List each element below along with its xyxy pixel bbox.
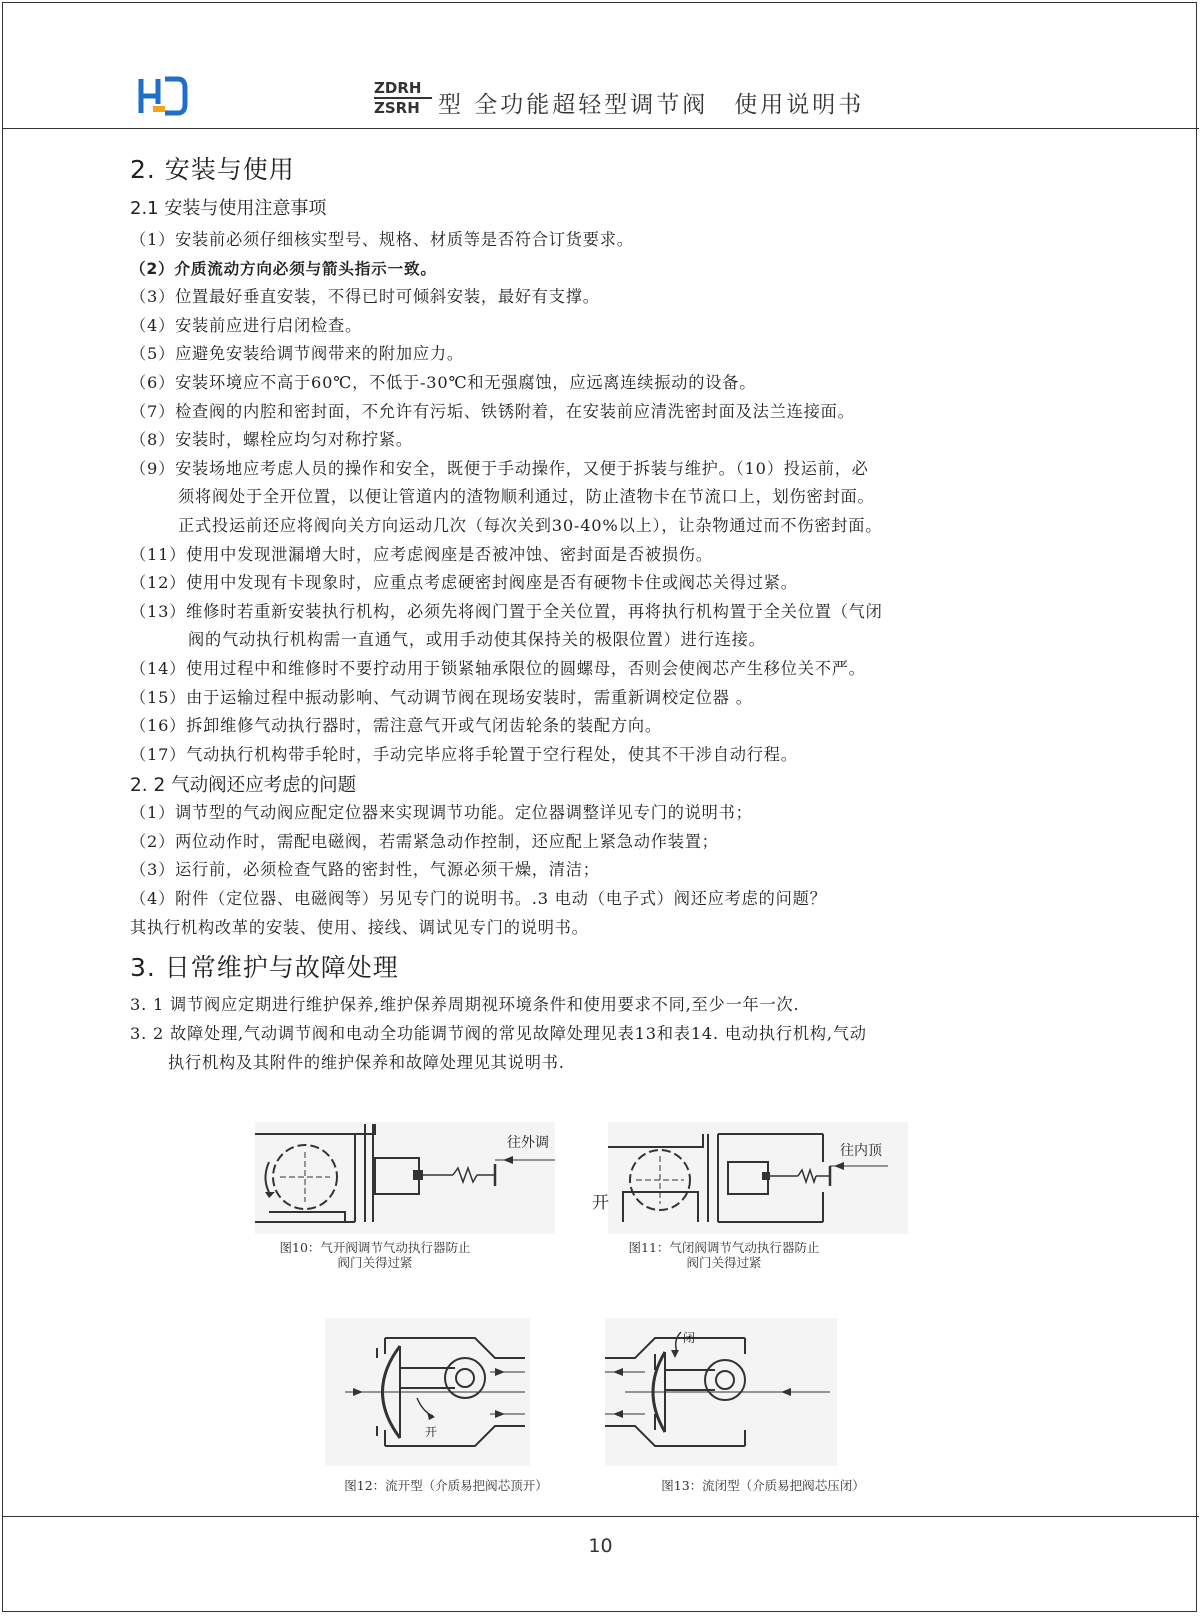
- list-item: （2）介质流动方向必须与箭头指示一致。: [130, 259, 437, 278]
- footer-rule: [2, 1516, 1199, 1517]
- caption-line: 阀门关得过紧: [686, 1255, 762, 1270]
- caption-line: 阀门关得过紧: [337, 1255, 413, 1270]
- model-bottom: ZSRH: [374, 99, 420, 117]
- list-item: （2）两位动作时，需配电磁阀，若需紧急动作控制，还应配上紧急动作装置；: [130, 831, 719, 851]
- list-item: （14）使用过程中和维修时不要拧动用于锁紧轴承限位的圆螺母，否则会使阀芯产生移位关不严。: [130, 658, 866, 678]
- list-item: （9）安装场地应考虑人员的操作和安全，既便于手动操作，又便于拆装与维护。（10）投运前，必: [130, 458, 869, 478]
- figure-13-diagram: [605, 1318, 837, 1466]
- list-item-continuation: 阀的气动执行机构需一直通气，或用手动使其保持关的极限位置）进行连接。: [188, 630, 766, 650]
- paragraph: 3. 2 故障处理,气动调节阀和电动全功能调节阀的常见故障处理见表13和表14. 电动执行机构,气动: [130, 1024, 867, 1044]
- figure-12-caption: 图12：流开型（介质易把阀芯顶开）: [344, 1478, 548, 1493]
- fig10-label: 往外调: [507, 1134, 549, 1150]
- list-item: （13）维修时若重新安装执行机构，必须先将阀门置于全关位置，再将执行机构置于全关位置（气闭: [130, 601, 883, 621]
- list-item: （7）检查阀的内腔和密封面，不允许有污垢、铁锈附着，在安装前应清洗密封面及法兰连接面。: [130, 401, 855, 421]
- figure-11-diagram: [592, 1122, 908, 1234]
- list-item: （1）调节型的气动阀应配定位器来实现调节功能。定位器调整详见专门的说明书；: [130, 803, 753, 823]
- caption-line: 图11：气闭阀调节气动执行器防止: [628, 1240, 820, 1255]
- header-rule: [2, 128, 1199, 129]
- figure-11-caption: [604, 1240, 844, 1270]
- list-item: （4）安装前应进行启闭检查。: [130, 315, 362, 335]
- paragraph-continuation: 执行机构及其附件的维护保养和故障处理见其说明书.: [168, 1053, 565, 1073]
- figure-13-caption: 图13：流闭型（介质易把阀芯压闭）: [661, 1478, 865, 1493]
- list-item: （3）位置最好垂直安装，不得已时可倾斜安装，最好有支撑。: [130, 287, 600, 307]
- subsection-2-2-heading: 2. 2 气动阀还应考虑的问题: [130, 775, 357, 797]
- list-item: （3）运行前，必须检查气路的密封性，气源必须干燥，清洁；: [130, 860, 600, 880]
- list-item: （17）气动执行机构带手轮时，手动完毕应将手轮置于空行程处，使其不干涉自动行程。: [130, 744, 798, 764]
- model-code: [374, 80, 432, 116]
- page-number: 10: [588, 1535, 613, 1557]
- section-2-heading: 2. 安装与使用: [130, 155, 295, 184]
- list-item-continuation: 正式投运前还应将阀向关方向运动几次（每次关到30-40%以上），让杂物通过而不伤密封面。: [178, 515, 883, 535]
- figure-12-diagram: [325, 1318, 530, 1466]
- model-top: ZDRH: [374, 79, 422, 97]
- main-content: [130, 150, 1070, 1077]
- list-item: （8）安装时，螺栓应均匀对称拧紧。: [130, 430, 413, 450]
- list-item-continuation: 须将阀处于全开位置，以便让管道内的渣物顺利通过，防止渣物卡在节流口上，划伤密封面。: [178, 487, 875, 507]
- list-item: （5）应避免安装给调节阀带来的附加应力。: [130, 344, 464, 364]
- list-item: （11）使用中发现泄漏增大时，应考虑阀座是否被冲蚀、密封面是否被损伤。: [130, 544, 713, 564]
- subsection-2-1-heading: 2.1 安装与使用注意事项: [130, 198, 327, 219]
- figure-10-diagram: [255, 1122, 555, 1234]
- paragraph: 3. 1 调节阀应定期进行维护保养,维护保养周期视环境条件和使用要求不同,至少一年一次.: [130, 995, 800, 1015]
- list-item: （16）拆卸维修气动执行器时，需注意气开或气闭齿轮条的装配方向。: [130, 716, 662, 736]
- figure-10-caption: [255, 1240, 495, 1270]
- list-item: （1）安装前必须仔细核实型号、规格、材质等是否符合订货要求。: [130, 230, 634, 249]
- company-logo-icon: [138, 76, 188, 116]
- fig11-open-label: 开: [592, 1193, 609, 1212]
- caption-line: 图10：气开阀调节气动执行器防止: [279, 1240, 471, 1255]
- document-title: 型 全功能超轻型调节阀 使用说明书: [438, 92, 865, 118]
- list-item: （4）附件（定位器、电磁阀等）另见专门的说明书。.3 电动（电子式）阀还应考虑的问题？: [130, 889, 827, 909]
- fig11-label: 往内顶: [840, 1142, 882, 1158]
- section-3-heading: 3. 日常维护与故障处理: [130, 953, 399, 983]
- fig13-label: 闭: [683, 1331, 696, 1345]
- list-item: （6）安装环境应不高于60℃，不低于-30℃和无强腐蚀，应远离连续振动的设备。: [130, 372, 757, 392]
- fig12-label: 开: [425, 1425, 438, 1439]
- list-item: （15）由于运输过程中振动影响、气动调节阀在现场安装时，需重新调校定位器 。: [130, 687, 753, 707]
- paragraph: 其执行机构改革的安装、使用、接线、调试见专门的说明书。: [130, 917, 589, 937]
- list-item: （12）使用中发现有卡现象时，应重点考虑硬密封阀座是否有硬物卡住或阀芯关得过紧。: [130, 573, 798, 593]
